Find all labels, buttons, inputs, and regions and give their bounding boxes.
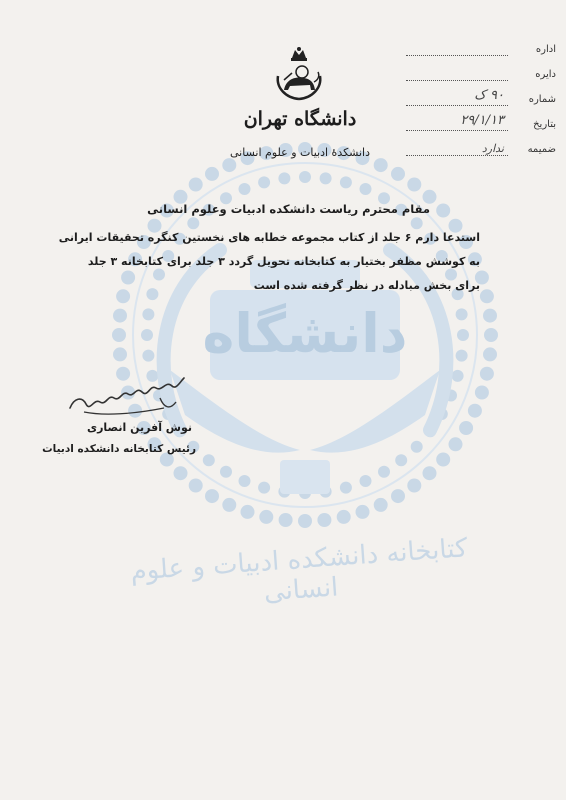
watermark-dot: [320, 172, 332, 184]
watermark-dot: [239, 475, 251, 487]
watermark-dot: [317, 513, 331, 527]
watermark-dot: [411, 441, 423, 453]
watermark-dot: [391, 167, 405, 181]
watermark-dot: [436, 204, 450, 218]
meta-label: ضمیمه: [527, 144, 556, 155]
watermark-dot: [222, 498, 236, 512]
watermark-dot: [340, 176, 352, 188]
watermark-dot: [475, 386, 489, 400]
watermark-dot: [436, 453, 450, 467]
meta-row-number: [436, 90, 556, 115]
handwritten-signature: [64, 368, 194, 424]
letter-line: به کوشش مظفر بختیار به کتابخانه تحویل گردد ۳ جلد برای کتابخانه ۳ جلد: [87, 255, 480, 268]
watermark-dot: [259, 510, 273, 524]
watermark-dot: [374, 158, 388, 172]
university-seal-watermark: [110, 140, 500, 530]
meta-row-date: [436, 115, 556, 140]
watermark-dot: [258, 482, 270, 494]
watermark-dot: [222, 158, 236, 172]
watermark-dot: [449, 437, 463, 451]
watermark-dot: [391, 489, 405, 503]
watermark-dot: [189, 178, 203, 192]
watermark-dot: [407, 479, 421, 493]
watermark-dot: [360, 475, 372, 487]
watermark-dot: [141, 329, 153, 341]
watermark-dot: [484, 328, 498, 342]
watermark-dot: [205, 167, 219, 181]
letter-number: ۹۰ ک: [474, 88, 504, 103]
watermark-dot: [279, 513, 293, 527]
watermark-dot: [299, 171, 311, 183]
meta-dotted-line: [406, 80, 508, 81]
watermark-dot: [480, 367, 494, 381]
watermark-dot: [356, 505, 370, 519]
watermark-dot: [456, 350, 468, 362]
watermark-dot: [298, 514, 312, 528]
salutation: مقام محترم ریاست دانشکده ادبیات وعلوم انسانی: [147, 202, 430, 216]
watermark-dot: [241, 505, 255, 519]
meta-dotted-line: [406, 130, 508, 131]
watermark-dot: [278, 172, 290, 184]
watermark-dot: [360, 183, 372, 195]
watermark-dot: [337, 510, 351, 524]
watermark-dot: [378, 466, 390, 478]
letter-line: استدعا دارم ۶ جلد از کتاب مجموعه خطابه های نخستین کنگره تحقیقات ایرانی: [58, 231, 480, 244]
watermark-caption: کتابخانه دانشکده ادبیات و علوم انسانی: [129, 533, 469, 608]
watermark-dot: [483, 347, 497, 361]
watermark-dot: [340, 482, 352, 494]
meta-row-office: [436, 40, 556, 65]
letter-metadata: [436, 40, 556, 165]
watermark-dot: [407, 178, 421, 192]
watermark-dot: [142, 350, 154, 362]
watermark-dot: [456, 308, 468, 320]
meta-row-department: [436, 65, 556, 90]
faculty-name: دانشکدهٔ ادبیات و علوم انسانی: [230, 146, 370, 159]
meta-dotted-line: [406, 155, 508, 156]
letter-date: ۲۹/۱/۱۳: [460, 113, 504, 128]
watermark-dot: [395, 454, 407, 466]
watermark-dot: [483, 309, 497, 323]
attachment-value: ندارد: [481, 142, 504, 155]
meta-row-attachment: [436, 140, 556, 165]
university-name: دانشگاه تهران: [243, 108, 357, 130]
watermark-dot: [258, 176, 270, 188]
meta-label: دایره: [535, 69, 556, 80]
letter-body: [58, 226, 480, 298]
watermark-center-text: دانشگاه: [202, 302, 408, 365]
meta-label: شماره: [528, 94, 556, 105]
meta-dotted-line: [406, 105, 508, 106]
letter-line: برای بخش مبادله در نظر گرفته شده است: [253, 279, 480, 292]
watermark-dot: [112, 328, 126, 342]
watermark-dot: [205, 489, 219, 503]
signer-name: نوش آفرین انصاری: [87, 421, 192, 434]
watermark-dot: [220, 466, 232, 478]
watermark-dot: [113, 309, 127, 323]
watermark-dot: [113, 347, 127, 361]
lion-and-sun-emblem-icon: [270, 46, 328, 104]
watermark-dot: [142, 308, 154, 320]
signer-title: رئیس کتابخانه دانشکده ادبیات: [42, 443, 196, 455]
meta-label: اداره: [535, 44, 556, 55]
watermark-dot: [189, 479, 203, 493]
watermark-dot: [468, 404, 482, 418]
watermark-dot: [174, 466, 188, 480]
watermark-dot: [423, 466, 437, 480]
meta-label: بتاریخ: [533, 119, 556, 130]
watermark-dot: [239, 183, 251, 195]
watermark-dot: [374, 498, 388, 512]
meta-dotted-line: [406, 55, 508, 56]
watermark-dot: [452, 370, 464, 382]
watermark-dot: [203, 454, 215, 466]
watermark-dot: [459, 421, 473, 435]
watermark-dot: [480, 289, 494, 303]
watermark-dot: [457, 329, 469, 341]
